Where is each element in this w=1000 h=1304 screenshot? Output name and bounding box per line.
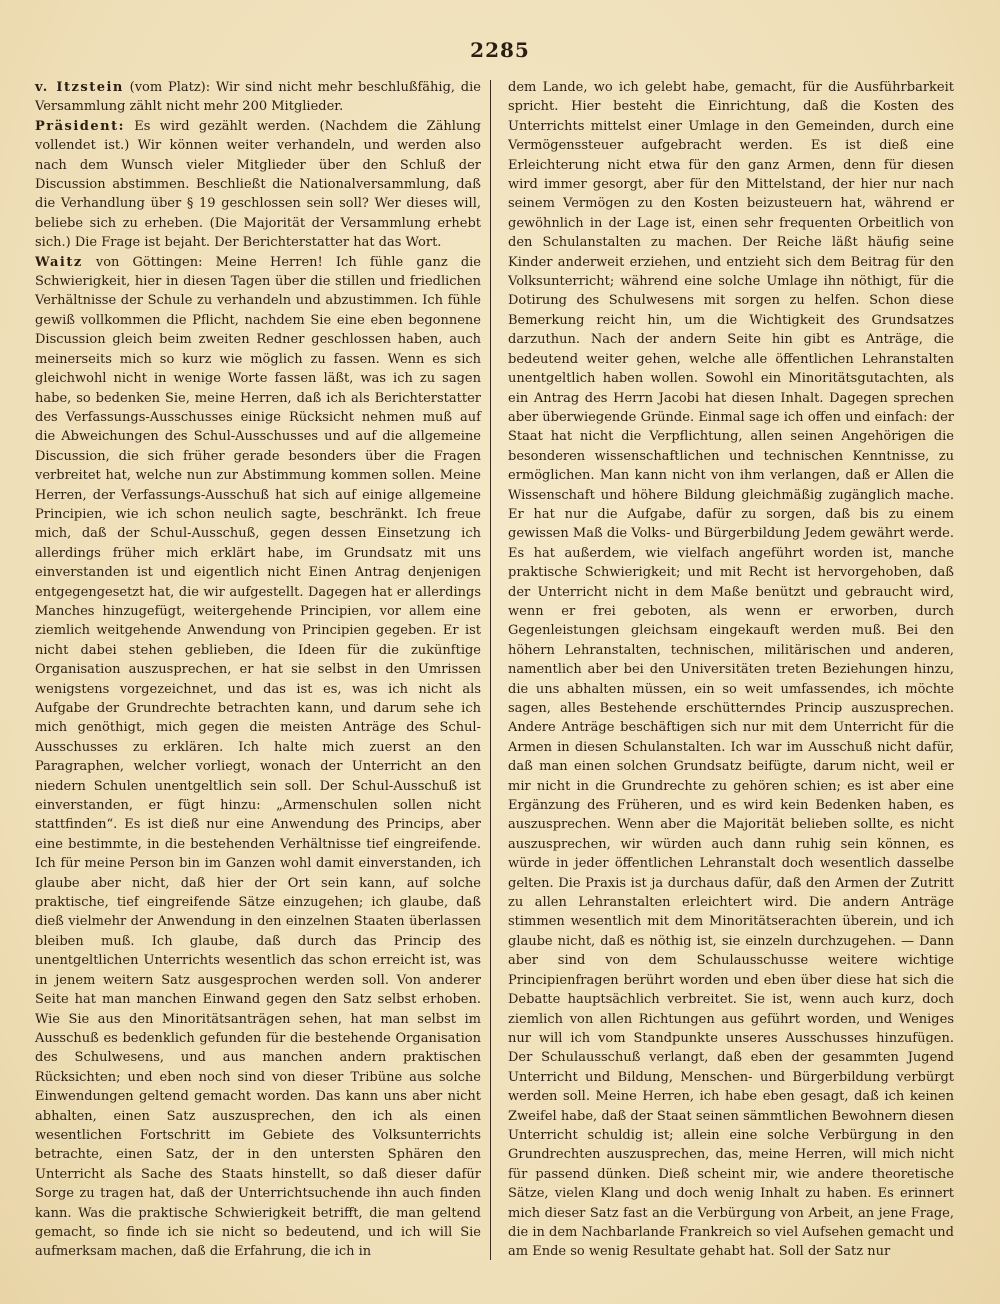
paragraph-waitz xyxy=(35,253,481,1262)
paragraph-text: Es wird gezählt werden. (Nachdem die Zählung vollendet ist.) Wir können weiter verhandeln, und werden also nach dem Wunsch vieler Mitglieder über den Schluß der Discussion abstimmen. Beschließt die Nationalversammlung, daß die Verhandlung über § 19 geschlossen sein soll? Wer dieses will, beliebe sich zu erheben. (Die Majorität der Versammlung erhebt sich.) Die Frage ist bejaht. Der Berichterstatter hat das Wort. xyxy=(35,118,481,251)
left-column xyxy=(35,78,481,1262)
paragraph-itzstein xyxy=(35,78,481,117)
speaker-name: Präsident: xyxy=(35,118,125,134)
column-divider xyxy=(490,80,491,1260)
paragraph-text: von Göttingen: Meine Herren! Ich fühle ganz die Schwierigkeit, hier in diesen Tagen über die stillen und friedlichen Verhältnisse der Schule zu verhandeln und abzustimmen. Ich fühle gewiß vollkommen die Pflicht, nachdem Sie eine eben begonnene Discussion gleich beim zweiten Redner geschlossen haben, auch meinerseits mich so kurz wie möglich zu fassen. Wenn es sich gleichwohl nicht in wenige Worte fassen läßt, was ich zu sagen habe, so bedenken Sie, meine Herren, daß ich als Berichterstatter des Verfassungs-Ausschusses einige Rücksicht nehmen muß auf die Abweichungen des Schul-Ausschusses und auf die allgemeine Discussion, die sich früher gerade besonders über die Fragen verbreitet hat, welche nun zur Abstimmung kommen sollen. Meine Herren, der Verfassungs-Ausschuß hat sich auf einige allgemeine Principien, wie ich schon neulich sagte, beschränkt. Ich freue mich, daß der Schul-Ausschuß, gegen dessen Einsetzung ich allerdings früher mich erklärt habe, im Grundsatz mit uns einverstanden ist und eigentlich nicht Einen Antrag denjenigen entgegengesetzt hat, die wir aufgestellt. Dagegen hat er allerdings Manches hinzugefügt, weitergehende Principien, vor allem eine ziemlich weitgehende Anwendung von Principien gegeben. Er ist nicht dabei stehen geblieben, die Ideen für die zukünftige Organisation auszusprechen, er hat sie selbst in den Umrissen wenigstens vorgezeichnet, und das ist es, was ich nicht als Aufgabe der Grundrechte betrachten kann, und darum sehe ich mich genöthigt, mich gegen die meisten Anträge des Schul-Ausschusses zu erklären. Ich halte mich zuerst an den Paragraphen, welcher vorliegt, wonach der Unterricht an den niedern Schulen unentgeltlich sein soll. Der Schul-Ausschuß ist einverstanden, er fügt hinzu: „Armenschulen sollen nicht stattfinden“. Es ist dieß nur eine Anwendung des Princips, aber eine bestimmte, in die bestehenden Verhältnisse tief eingreifende. Ich für meine Person bin im Ganzen wohl damit einverstanden, ich glaube aber nicht, daß hier der Ort sein kann, auf solche praktische, tief eingreifende Sätze einzugehen; ich glaube, daß dieß vielmehr der Anwendung in den einzelnen Staaten überlassen bleiben muß. Ich glaube, daß durch das Princip des unentgeltlichen Unterrichts wesentlich das schon erreicht ist, was in jenem weitern Satz ausgesprochen werden soll. Von anderer Seite hat man manchen Einwand gegen den Satz selbst erhoben. Wie Sie aus den Minoritätsanträgen sehen, hat man selbst im Ausschuß es bedenklich gefunden für die bestehende Organisation des Schulwesens, und aus manchen andern praktischen Rücksichten; und eben noch sind von dieser Tribüne aus solche Einwendungen geltend gemacht worden. Das kann uns aber nicht abhalten, einen Satz auszusprechen, den ich als einen wesentlichen Fortschritt im Gebiete des Volksunterrichts betrachte, einen Satz, der in den untersten Sphären den Unterricht als Sache des Staats hinstellt, so daß dieser dafür Sorge zu tragen hat, daß der Unterrichtsuchende ihn auch finden kann. Was die praktische Schwierigkeit betrifft, die man geltend gemacht, so finde ich sie nicht so bedeutend, und ich will Sie aufmerksam machen, daß die Erfahrung, die ich in xyxy=(35,254,481,1260)
paragraph-praesident xyxy=(35,117,481,253)
page-number: 2285 xyxy=(470,38,530,62)
paragraph-text: (vom Platz): Wir sind nicht mehr beschlußfähig, die Versammlung zählt nicht mehr 200 Mitglieder. xyxy=(35,80,481,115)
speaker-name: v. Itzstein xyxy=(35,80,124,95)
speaker-name: Waitz xyxy=(35,254,83,270)
paragraph-continuation: dem Lande, wo ich gelebt habe, gemacht, für die Ausführbarkeit spricht. Hier besteht die Einrichtung, daß die Kosten des Unterrichts mittelst einer Umlage in den Gemeinden, durch eine Vermögenssteuer aufgebracht werden. Es ist dieß eine Erleichterung nicht etwa für den ganz Armen, denn für diesen wird immer gesorgt, aber für den Mittelstand, der hier nur nach seinem Vermögen zu den Kosten beizusteuern hat, während er gewöhnlich in der Lage ist, einen sehr frequenten Orbeitlich von den Schulanstalten zu machen. Der Reiche läßt häufig seine Kinder anderweit erziehen, und entzieht sich dem Beitrag für den Volksunterricht; während eine solche Umlage ihn nöthigt, für die Dotirung des Schulwesens mit sorgen zu helfen. Schon diese Bemerkung reicht hin, um die Wichtigkeit des Grundsatzes darzuthun. Nach der andern Seite hin gibt es Anträge, die bedeutend weiter gehen, welche alle öffentlichen Lehranstalten unentgeltlich haben wollen. Sowohl ein Minoritätsgutachten, als ein Antrag des Herrn Jacobi hat diesen Inhalt. Dagegen sprechen aber überwiegende Gründe. Einmal sage ich offen und einfach: der Staat hat nicht die Verpflichtung, allen seinen Angehörigen die besonderen wissenschaftlichen und technischen Kenntnisse, zu ermöglichen. Man kann nicht von ihm verlangen, daß er Allen die Wissenschaft und höhere Bildung gleichmäßig zugänglich mache. Er hat nur die Aufgabe, dafür zu sorgen, daß bis zu einem gewissen Maß die Volks- und Bürgerbildung Jedem gewährt werde. Es hat außerdem, wie vielfach angeführt worden ist, manche praktische Schwierigkeit; und mit Recht ist hervorgehoben, daß der Unterricht nicht in dem Maße benützt und gebraucht wird, wenn er frei geboten, als wenn er erworben, durch Gegenleistungen gleichsam eingekauft werden muß. Bei den höhern Lehranstalten, technischen, militärischen und anderen, namentlich aber bei den Universitäten treten Beziehungen hinzu, die uns abhalten müssen, ein so weit umfassendes, ich möchte sagen, alles Bestehende erschütterndes Princip auszusprechen. Andere Anträge beschäftigen sich nur mit dem Unterricht für die Armen in diesen Schulanstalten. Ich war im Ausschuß nicht dafür, daß man einen solchen Grundsatz beifügte, darum nicht, weil er mir nicht in die Grundrechte zu gehören schien; es ist aber eine Ergänzung des Früheren, und es wird kein Bedenken haben, es auszusprechen. Wenn aber die Majorität belieben sollte, es nicht auszusprechen, wir würden auch dann ruhig sein können, es würde in jeder öffentlichen Lehranstalt doch wesentlich dasselbe gelten. Die Praxis ist ja durchaus dafür, daß den Armen der Zutritt zu allen Lehranstalten erleichtert wird. Die andern Anträge stimmen wesentlich mit dem Minoritätserachten überein, und ich glaube nicht, daß es nöthig ist, sie einzeln durchzugehen. — Dann aber sind von dem Schulausschusse weitere wichtige Principienfragen berührt worden und eben über diese hat sich die Debatte hauptsächlich verbreitet. Sie ist, wenn auch kurz, doch ziemlich von allen Richtungen aus geführt worden, und Weniges nur will ich vom Standpunkte unseres Ausschusses hinzufügen. Der Schulausschuß verlangt, daß eben der gesammten Jugend Unterricht und Bildung, Menschen- und Bürgerbildung verbürgt werden soll. Meine Herren, ich habe eben gesagt, daß ich keinen Zweifel habe, daß der Staat seinen sämmtlichen Bewohnern diesen Unterricht schuldig ist; allein eine solche Verbürgung in den Grundrechten auszusprechen, das, meine Herren, will mich nicht für passend dünken. Dieß scheint mir, wie andere theoretische Sätze, vielen Klang und doch wenig Inhalt zu haben. Es erinnert mich dieser Satz fast an die Verbürgung von Arbeit, an jene Frage, die in dem Nachbarlande Frankreich so viel Aufsehen gemacht und am Ende so wenig Resultate gehabt hat. Soll der Satz nur xyxy=(508,80,954,1260)
right-column xyxy=(508,78,954,1262)
